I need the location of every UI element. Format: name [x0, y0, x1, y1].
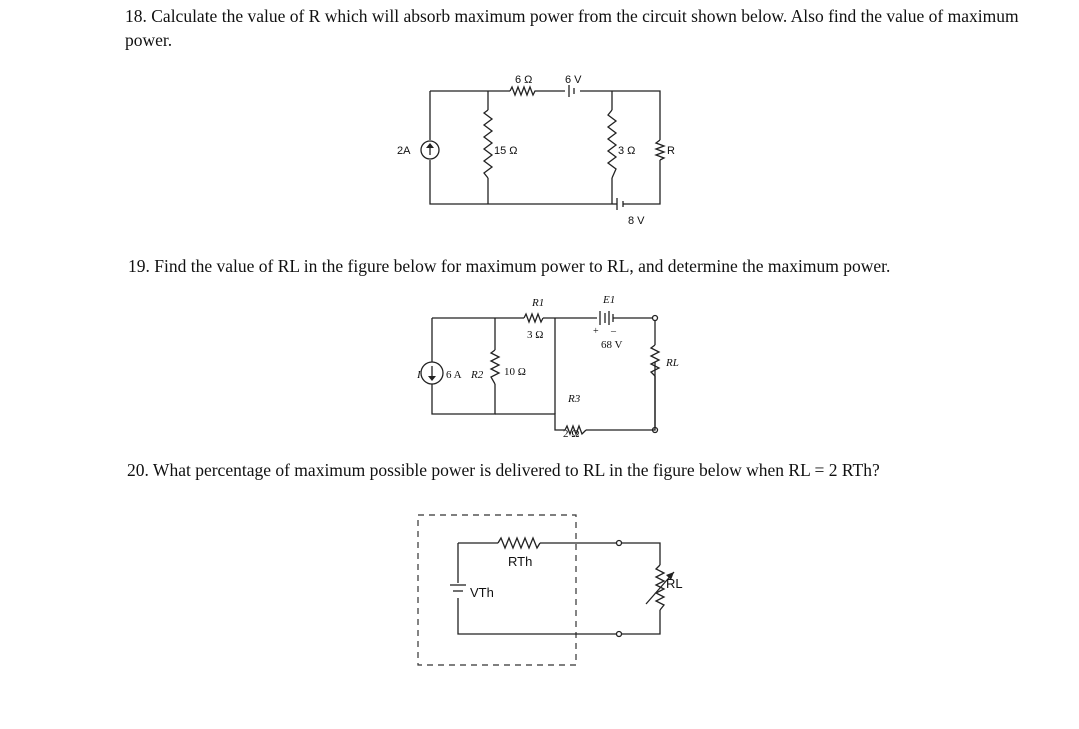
resistor-3ohm	[608, 110, 616, 178]
label-rl-19: RL	[666, 357, 679, 369]
label-68v: 68 V	[601, 339, 623, 351]
question-20: 20. What percentage of maximum possible power is delivered to RL in the figure below when RL = 2 RTh?	[127, 460, 880, 480]
label-rth: RTh	[508, 554, 533, 569]
resistor-r2	[491, 350, 499, 384]
label-e1: E1	[603, 294, 616, 306]
label-i: I	[417, 369, 421, 381]
label-rl-20: RL	[666, 576, 683, 591]
label-3ohm: 3 Ω	[618, 145, 636, 157]
resistor-6ohm	[510, 87, 537, 95]
battery-vth	[450, 585, 466, 591]
label-minus: –	[611, 326, 616, 337]
battery-8v	[612, 198, 630, 210]
circuit-19	[416, 294, 679, 440]
current-source-2a	[421, 141, 439, 159]
battery-6v	[569, 85, 574, 97]
thevenin-box	[418, 515, 576, 665]
question-18: 18. Calculate the value of R which will absorb maximum power from the circuit shown below. Also find the value of maximum power.	[125, 6, 1019, 50]
label-2a: 2A	[397, 145, 411, 157]
resistor-15ohm	[484, 110, 492, 178]
label-2ohm: 2 Ω	[563, 428, 580, 440]
resistor-rth	[498, 538, 540, 548]
question-19: 19. Find the value of RL in the figure below for maximum power to RL, and determine the maximum power.	[128, 256, 891, 276]
label-vth: VTh	[470, 585, 494, 600]
label-10ohm: 10 Ω	[504, 366, 526, 378]
label-r2: R2	[471, 369, 484, 381]
resistor-r	[656, 140, 664, 160]
label-6ohm: 6 Ω	[515, 74, 533, 86]
label-r1: R1	[532, 297, 545, 309]
battery-e1	[600, 311, 613, 325]
label-6a: 6 A	[446, 369, 462, 381]
label-15ohm: 15 Ω	[494, 145, 518, 157]
circuit-18	[397, 74, 675, 227]
current-source-6a	[421, 362, 443, 384]
label-r: R	[667, 145, 675, 157]
label-6v: 6 V	[565, 74, 582, 86]
circuit-20	[418, 515, 683, 665]
label-3ohm-r1: 3 Ω	[527, 329, 544, 341]
label-8v: 8 V	[628, 215, 645, 227]
label-r3: R3	[568, 393, 581, 405]
resistor-r1	[524, 314, 543, 322]
label-plus: +	[593, 326, 599, 337]
